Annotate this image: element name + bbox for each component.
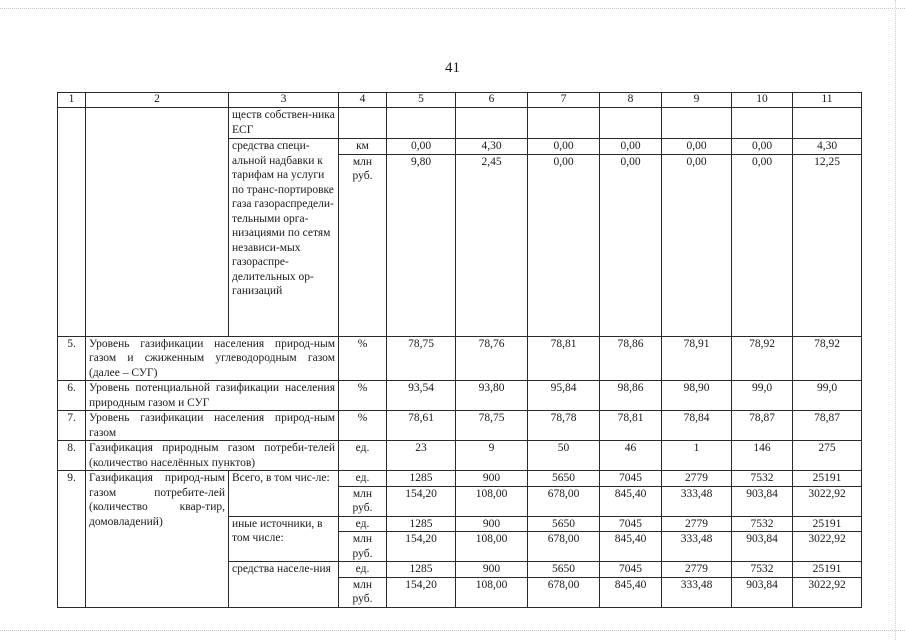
value-cell: 154,20 bbox=[387, 486, 456, 516]
value-cell: 78,61 bbox=[387, 411, 456, 441]
row-number: 5. bbox=[58, 336, 86, 381]
value-cell: 5650 bbox=[528, 471, 600, 487]
value-cell: 23 bbox=[387, 441, 456, 471]
value-cell: 5650 bbox=[528, 516, 600, 532]
value-cell: 1 bbox=[662, 441, 732, 471]
value-cell: 12,25 bbox=[793, 154, 862, 336]
indicator-name: Газификация природ-ным газом потребите-лей (количество квар-тир, домовладений) bbox=[86, 471, 229, 608]
source-cell: иные источники, в том числе: bbox=[229, 516, 339, 562]
value-cell: 95,84 bbox=[528, 381, 600, 411]
value-cell: 1285 bbox=[387, 562, 456, 578]
value-cell: 903,84 bbox=[732, 532, 793, 562]
value-cell bbox=[793, 108, 862, 139]
table-row bbox=[58, 411, 862, 441]
value-cell: 99,0 bbox=[732, 381, 793, 411]
value-cell: 2,45 bbox=[456, 154, 528, 336]
source-cell: ществ собствен-ника ЕСГ bbox=[229, 108, 339, 139]
row-number: 8. bbox=[58, 441, 86, 471]
value-cell: 845,40 bbox=[600, 486, 662, 516]
value-cell bbox=[528, 108, 600, 139]
row-number: 9. bbox=[58, 471, 86, 608]
value-cell: 78,78 bbox=[528, 411, 600, 441]
value-cell: 108,00 bbox=[456, 486, 528, 516]
value-cell: 78,92 bbox=[732, 336, 793, 381]
unit-cell: ед. bbox=[339, 471, 387, 487]
unit-cell: ед. bbox=[339, 562, 387, 578]
num-cell bbox=[58, 108, 86, 337]
value-cell: 7532 bbox=[732, 516, 793, 532]
indicator-name: Газификация природным газом потреби-телей (количество населённых пунктов) bbox=[86, 441, 339, 471]
value-cell: 678,00 bbox=[528, 532, 600, 562]
header-cell: 2 bbox=[86, 93, 229, 108]
header-cell: 1 bbox=[58, 93, 86, 108]
value-cell: 25191 bbox=[793, 562, 862, 578]
value-cell bbox=[456, 108, 528, 139]
unit-cell: млн руб. bbox=[339, 154, 387, 336]
header-cell: 4 bbox=[339, 93, 387, 108]
value-cell: 98,86 bbox=[600, 381, 662, 411]
table-row bbox=[58, 471, 862, 487]
value-cell bbox=[662, 108, 732, 139]
header-cell: 10 bbox=[732, 93, 793, 108]
value-cell: 9 bbox=[456, 441, 528, 471]
value-cell: 99,0 bbox=[793, 381, 862, 411]
table-row bbox=[58, 381, 862, 411]
unit-cell: % bbox=[339, 336, 387, 381]
value-cell: 4,30 bbox=[456, 139, 528, 155]
value-cell bbox=[387, 108, 456, 139]
value-cell: 154,20 bbox=[387, 577, 456, 607]
header-cell: 7 bbox=[528, 93, 600, 108]
value-cell: 7045 bbox=[600, 516, 662, 532]
value-cell: 0,00 bbox=[528, 139, 600, 155]
value-cell: 78,75 bbox=[456, 411, 528, 441]
value-cell: 78,84 bbox=[662, 411, 732, 441]
indicator-name: Уровень потенциальной газификации населения природным газом и СУГ bbox=[86, 381, 339, 411]
value-cell: 154,20 bbox=[387, 532, 456, 562]
value-cell: 333,48 bbox=[662, 532, 732, 562]
indicator-name: Уровень газификации населения природ-ным газом bbox=[86, 411, 339, 441]
value-cell: 50 bbox=[528, 441, 600, 471]
value-cell: 98,90 bbox=[662, 381, 732, 411]
value-cell: 46 bbox=[600, 441, 662, 471]
scan-edge-right bbox=[895, 0, 897, 640]
header-cell: 8 bbox=[600, 93, 662, 108]
value-cell: 678,00 bbox=[528, 486, 600, 516]
header-cell: 6 bbox=[456, 93, 528, 108]
row-number: 6. bbox=[58, 381, 86, 411]
scan-edge-bottom bbox=[0, 630, 905, 632]
value-cell: 7532 bbox=[732, 471, 793, 487]
header-row bbox=[58, 93, 862, 108]
value-cell: 78,76 bbox=[456, 336, 528, 381]
header-cell: 5 bbox=[387, 93, 456, 108]
value-cell: 845,40 bbox=[600, 577, 662, 607]
unit-cell: млн руб. bbox=[339, 577, 387, 607]
value-cell: 333,48 bbox=[662, 486, 732, 516]
header-cell: 9 bbox=[662, 93, 732, 108]
value-cell: 900 bbox=[456, 471, 528, 487]
value-cell: 3022,92 bbox=[793, 532, 862, 562]
value-cell: 845,40 bbox=[600, 532, 662, 562]
unit-cell: % bbox=[339, 381, 387, 411]
value-cell: 0,00 bbox=[732, 154, 793, 336]
value-cell: 4,30 bbox=[793, 139, 862, 155]
value-cell: 0,00 bbox=[600, 139, 662, 155]
page-number: 41 bbox=[445, 60, 460, 76]
value-cell: 903,84 bbox=[732, 577, 793, 607]
value-cell: 1285 bbox=[387, 471, 456, 487]
name-cell bbox=[86, 108, 229, 337]
source-cell: средства населе-ния bbox=[229, 562, 339, 608]
value-cell: 2779 bbox=[662, 471, 732, 487]
value-cell: 3022,92 bbox=[793, 486, 862, 516]
value-cell: 0,00 bbox=[662, 154, 732, 336]
value-cell: 78,87 bbox=[793, 411, 862, 441]
value-cell: 678,00 bbox=[528, 577, 600, 607]
value-cell: 0,00 bbox=[387, 139, 456, 155]
value-cell: 900 bbox=[456, 562, 528, 578]
value-cell: 146 bbox=[732, 441, 793, 471]
value-cell: 2779 bbox=[662, 516, 732, 532]
value-cell: 900 bbox=[456, 516, 528, 532]
value-cell bbox=[600, 108, 662, 139]
value-cell: 78,81 bbox=[600, 411, 662, 441]
value-cell: 7532 bbox=[732, 562, 793, 578]
value-cell: 2779 bbox=[662, 562, 732, 578]
table-row bbox=[58, 108, 862, 139]
header-cell: 11 bbox=[793, 93, 862, 108]
unit-cell: ед. bbox=[339, 441, 387, 471]
value-cell: 78,91 bbox=[662, 336, 732, 381]
value-cell bbox=[732, 108, 793, 139]
value-cell: 0,00 bbox=[732, 139, 793, 155]
value-cell: 78,92 bbox=[793, 336, 862, 381]
value-cell: 78,86 bbox=[600, 336, 662, 381]
value-cell: 108,00 bbox=[456, 532, 528, 562]
table-row bbox=[58, 441, 862, 471]
unit-cell: км bbox=[339, 139, 387, 155]
unit-cell: млн руб. bbox=[339, 532, 387, 562]
unit-cell: ед. bbox=[339, 516, 387, 532]
unit-cell: % bbox=[339, 411, 387, 441]
table-row bbox=[58, 336, 862, 381]
row-number: 7. bbox=[58, 411, 86, 441]
value-cell: 108,00 bbox=[456, 577, 528, 607]
value-cell: 7045 bbox=[600, 562, 662, 578]
value-cell: 275 bbox=[793, 441, 862, 471]
value-cell: 9,80 bbox=[387, 154, 456, 336]
value-cell: 0,00 bbox=[528, 154, 600, 336]
source-cell: Всего, в том чис-ле: bbox=[229, 471, 339, 517]
source-cell: средства специ-альной надбавки к тарифам на услуги по транс-портировке газа газораспредели-тельными орга-низациями по сетям независи-мых газораспре-делительных ор-ганизаций bbox=[229, 139, 339, 337]
unit-cell: млн руб. bbox=[339, 486, 387, 516]
value-cell: 93,54 bbox=[387, 381, 456, 411]
indicator-name: Уровень газификации населения природ-ным газом и сжиженным углеводородным газом (далее – СУГ) bbox=[86, 336, 339, 381]
value-cell: 333,48 bbox=[662, 577, 732, 607]
value-cell: 93,80 bbox=[456, 381, 528, 411]
value-cell: 903,84 bbox=[732, 486, 793, 516]
indicators-table bbox=[57, 92, 862, 608]
value-cell: 5650 bbox=[528, 562, 600, 578]
value-cell: 25191 bbox=[793, 516, 862, 532]
value-cell: 7045 bbox=[600, 471, 662, 487]
unit-cell bbox=[339, 108, 387, 139]
value-cell: 3022,92 bbox=[793, 577, 862, 607]
value-cell: 78,75 bbox=[387, 336, 456, 381]
value-cell: 78,87 bbox=[732, 411, 793, 441]
value-cell: 1285 bbox=[387, 516, 456, 532]
header-cell: 3 bbox=[229, 93, 339, 108]
value-cell: 78,81 bbox=[528, 336, 600, 381]
value-cell: 25191 bbox=[793, 471, 862, 487]
value-cell: 0,00 bbox=[662, 139, 732, 155]
value-cell: 0,00 bbox=[600, 154, 662, 336]
scan-edge-top bbox=[0, 8, 905, 10]
